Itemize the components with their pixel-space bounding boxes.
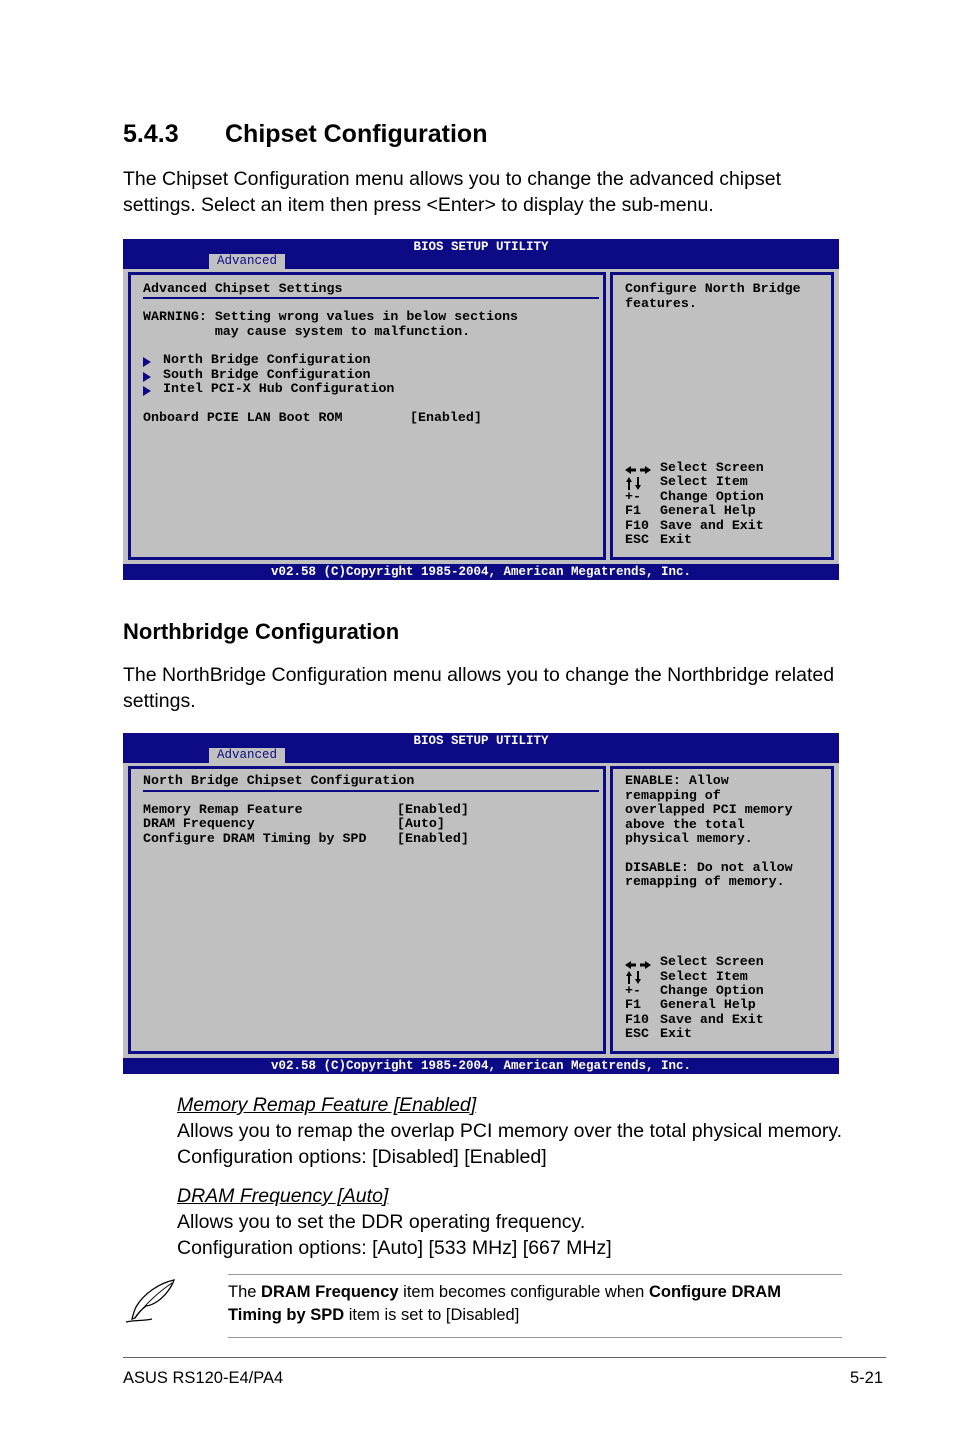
option-memory-remap bbox=[177, 1092, 842, 1170]
feather-pen-icon bbox=[124, 1277, 178, 1325]
help-text: above the total bbox=[625, 817, 745, 832]
key-desc: Select Screen bbox=[660, 460, 764, 475]
submenu-south-bridge[interactable]: South Bridge Configuration bbox=[163, 367, 371, 382]
key-label: ESC bbox=[625, 532, 649, 547]
bios-heading: Advanced Chipset Settings bbox=[143, 281, 343, 296]
key-desc: General Help bbox=[660, 997, 756, 1012]
help-text: remapping of memory. bbox=[625, 874, 785, 889]
note-part: The bbox=[228, 1283, 262, 1301]
intro-line: settings. Select an item then press <Enter> to display the sub-menu. bbox=[123, 194, 714, 216]
key-desc: Select Item bbox=[660, 474, 748, 489]
setting-label: DRAM Frequency bbox=[143, 816, 255, 831]
help-text: features. bbox=[625, 296, 697, 311]
key-desc: Select Screen bbox=[660, 954, 764, 969]
help-text: overlapped PCI memory bbox=[625, 802, 793, 817]
key-desc: Select Item bbox=[660, 969, 748, 984]
submenu-arrow-icon bbox=[143, 372, 151, 382]
section-title: Chipset Configuration bbox=[225, 120, 488, 148]
help-text: DISABLE: Do not allow bbox=[625, 860, 793, 875]
bios-screen-northbridge bbox=[123, 733, 839, 1074]
tab-advanced[interactable]: Advanced bbox=[209, 748, 285, 763]
key-label: F10 bbox=[625, 518, 649, 533]
heading-underline bbox=[143, 297, 599, 299]
setting-label: Memory Remap Feature bbox=[143, 802, 303, 817]
option-desc: Allows you to set the DDR operating frequency. bbox=[177, 1211, 586, 1233]
note-part: item is set to [Disabled] bbox=[344, 1306, 520, 1324]
key-label: F1 bbox=[625, 997, 641, 1012]
footer-page-number: 5-21 bbox=[850, 1369, 884, 1387]
key-desc: Change Option bbox=[660, 983, 764, 998]
submenu-arrow-icon bbox=[143, 386, 151, 396]
option-values: Configuration options: [Auto] [533 MHz] [667 MHz] bbox=[177, 1237, 612, 1259]
bios-title: BIOS SETUP UTILITY bbox=[413, 240, 549, 254]
intro-line: The NorthBridge Configuration menu allows you to change the Northbridge related bbox=[123, 664, 835, 686]
footer-model: ASUS RS120-E4/PA4 bbox=[123, 1369, 284, 1387]
section-number: 5.4.3 bbox=[123, 120, 179, 148]
key-label: ESC bbox=[625, 1026, 649, 1041]
option-desc: Allows you to remap the overlap PCI memory over the total physical memory. bbox=[177, 1120, 843, 1142]
key-label: F10 bbox=[625, 1012, 649, 1027]
left-right-arrows-icon bbox=[625, 465, 651, 475]
help-text: physical memory. bbox=[625, 831, 753, 846]
submenu-north-bridge[interactable]: North Bridge Configuration bbox=[163, 352, 371, 367]
key-desc: General Help bbox=[660, 503, 756, 518]
memory-remap-value[interactable]: [Enabled] bbox=[397, 802, 469, 817]
warning-line: may cause system to malfunction. bbox=[143, 324, 471, 339]
help-text: Configure North Bridge bbox=[625, 281, 801, 296]
option-title: Memory Remap Feature [Enabled] bbox=[177, 1094, 477, 1116]
setting-label: Configure DRAM Timing by SPD bbox=[143, 831, 367, 846]
key-desc: Exit bbox=[660, 1026, 692, 1041]
option-values: Configuration options: [Disabled] [Enabled] bbox=[177, 1146, 547, 1168]
heading-underline bbox=[143, 790, 599, 792]
key-label: +- bbox=[625, 489, 641, 504]
setting-label: Onboard PCIE LAN Boot ROM bbox=[143, 410, 343, 425]
left-right-arrows-icon bbox=[625, 960, 651, 970]
section-heading bbox=[123, 120, 487, 149]
northbridge-heading: Northbridge Configuration bbox=[123, 619, 400, 644]
key-desc: Change Option bbox=[660, 489, 764, 504]
warning-line: WARNING: Setting wrong values in below sections bbox=[143, 309, 519, 324]
note-top-rule bbox=[228, 1274, 842, 1275]
setting-value[interactable]: [Enabled] bbox=[410, 410, 482, 425]
help-text: ENABLE: Allow bbox=[625, 773, 729, 788]
note-part: item becomes configurable when bbox=[398, 1283, 649, 1301]
footer-rule bbox=[123, 1357, 886, 1358]
option-title: DRAM Frequency [Auto] bbox=[177, 1185, 389, 1207]
key-label: +- bbox=[625, 983, 641, 998]
section-intro bbox=[123, 166, 781, 218]
bios-heading: North Bridge Chipset Configuration bbox=[143, 773, 415, 788]
key-label: F1 bbox=[625, 503, 641, 518]
option-dram-frequency bbox=[177, 1183, 612, 1261]
note-bold: DRAM Frequency bbox=[261, 1283, 399, 1301]
bios-footer: v02.58 (C)Copyright 1985-2004, American Megatrends, Inc. bbox=[123, 1058, 839, 1074]
bios-screen-chipset bbox=[123, 239, 839, 580]
note-bottom-rule bbox=[228, 1337, 842, 1338]
intro-line: The Chipset Configuration menu allows you to change the advanced chipset bbox=[123, 168, 781, 190]
help-text: remapping of bbox=[625, 788, 721, 803]
note-bold: Configure DRAM Timing by SPD bbox=[228, 1283, 781, 1324]
key-desc: Save and Exit bbox=[660, 1012, 764, 1027]
bios-footer: v02.58 (C)Copyright 1985-2004, American Megatrends, Inc. bbox=[123, 564, 839, 580]
intro-line: settings. bbox=[123, 690, 196, 712]
bios-title: BIOS SETUP UTILITY bbox=[413, 734, 549, 748]
note-text bbox=[228, 1281, 828, 1327]
submenu-pcix-hub[interactable]: Intel PCI-X Hub Configuration bbox=[163, 381, 395, 396]
key-desc: Exit bbox=[660, 532, 692, 547]
dram-timing-spd-value[interactable]: [Enabled] bbox=[397, 831, 469, 846]
tab-advanced[interactable]: Advanced bbox=[209, 254, 285, 269]
submenu-arrow-icon bbox=[143, 357, 151, 367]
key-desc: Save and Exit bbox=[660, 518, 764, 533]
northbridge-intro bbox=[123, 662, 834, 714]
dram-frequency-value[interactable]: [Auto] bbox=[397, 816, 445, 831]
